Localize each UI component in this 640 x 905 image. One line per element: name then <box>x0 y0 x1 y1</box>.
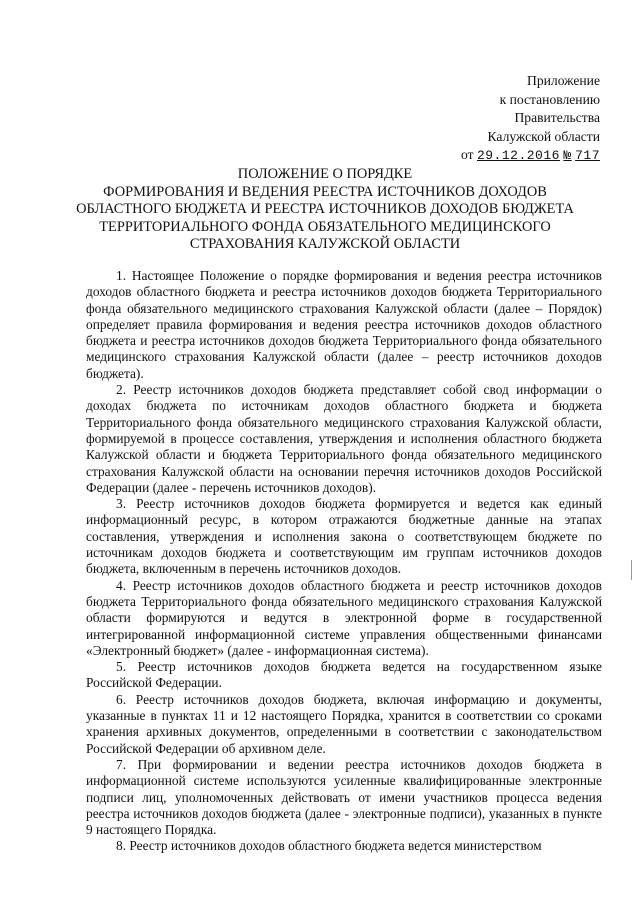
document-title <box>60 166 590 254</box>
title-line: ОБЛАСТНОГО БЮДЖЕТА И РЕЕСТРА ИСТОЧНИКОВ ДОХОДОВ БЮДЖЕТА <box>76 201 574 217</box>
title-line: ФОРМИРОВАНИЯ И ВЕДЕНИЯ РЕЕСТРА ИСТОЧНИКОВ ДОХОДОВ <box>103 183 547 200</box>
title-line: ТЕРРИТОРИАЛЬНОГО ФОНДА ОБЯЗАТЕЛЬНОГО МЕДИЦИНСКОГО <box>99 218 551 235</box>
date-prefix: от <box>460 147 474 162</box>
title-line: ПОЛОЖЕНИЕ О ПОРЯДКЕ <box>237 166 413 182</box>
title-line: СТРАХОВАНИЯ КАЛУЖСКОЙ ОБЛАСТИ <box>189 236 461 252</box>
approval-date: 29.12.2016 <box>476 148 560 163</box>
paragraph-7: 7. При формировании и ведении реестра источников доходов бюджета в информационной системе используются усиленные квалифицированные электронные подписи лиц, уполномоченных действовать от имени участников процесса ведения реестра источников доходов бюджета (далее - электронные подписи), указанных в пункте 9 настоящего Порядка. <box>86 756 602 838</box>
paragraph-5: 5. Реестр источников доходов бюджета ведется на государственном языке Российской Федерации. <box>86 659 602 691</box>
approval-line: Калужской области <box>487 128 600 144</box>
document-body <box>86 268 602 855</box>
approval-block <box>461 72 600 166</box>
paragraph-3: 3. Реестр источников доходов бюджета формируется и ведется как единый информационный ресурс, в котором отражаются бюджетные данные на этапах составления, утверждения и исполнения закона о соответствующем бюджете по источникам доходов бюджета и соответствующим им группам источников доходов бюджета, включенным в перечень источников доходов. <box>86 496 602 577</box>
approval-line: Приложение <box>527 73 600 88</box>
paragraph-2: 2. Реестр источников доходов бюджета представляет собой свод информации о доходах бюджета по источникам доходов областного бюджета и бюджета Территориального фонда обязательного медицинского страхования Калужской области, формируемой в процессе составления, утверждения и исполнения областного бюджета Калужской области и бюджета Территориального фонда обязательного медицинского страхования Калужской области на основании перечня источников доходов Российской Федерации (далее - перечень источников доходов). <box>86 382 602 495</box>
paragraph-1: 1. Настоящее Положение о порядке формирования и ведения реестра источников доходов областного бюджета и реестра источников доходов бюджета Территориального фонда обязательного медицинского страхования Калужской области (далее – Порядок) определяет правила формирования и ведения реестра источников доходов областного бюджета и реестра источников доходов бюджета Территориального фонда обязательного медицинского страхования Калужской области (далее – реестр источников доходов бюджета). <box>86 268 602 381</box>
paragraph-8: 8. Реестр источников доходов областного бюджета ведется министерством <box>116 838 542 854</box>
approval-date-line <box>461 146 600 166</box>
approval-line: Правительства <box>514 110 600 125</box>
paragraph-6: 6. Реестр источников доходов бюджета, включая информацию и документы, указанные в пунктах 11 и 12 настоящего Порядка, хранится в соответствии со сроками хранения архивных документов, определенными в соответствии с законодательством Российской Федерации об архивном деле. <box>86 691 602 756</box>
approval-number: 717 <box>575 148 600 163</box>
scan-edge-mark <box>631 560 632 580</box>
paragraph-4: 4. Реестр источников доходов областного бюджета и реестр источников доходов бюджета Территориального фонда обязательного медицинского страхования Калужской области формируются и ведутся в электронной форме в государственной интегрированной информационной системе управления общественными финансами «Электронный бюджет» (далее - информационная система). <box>86 577 602 658</box>
approval-line: к постановлению <box>499 91 600 107</box>
number-sign: № <box>563 148 572 163</box>
